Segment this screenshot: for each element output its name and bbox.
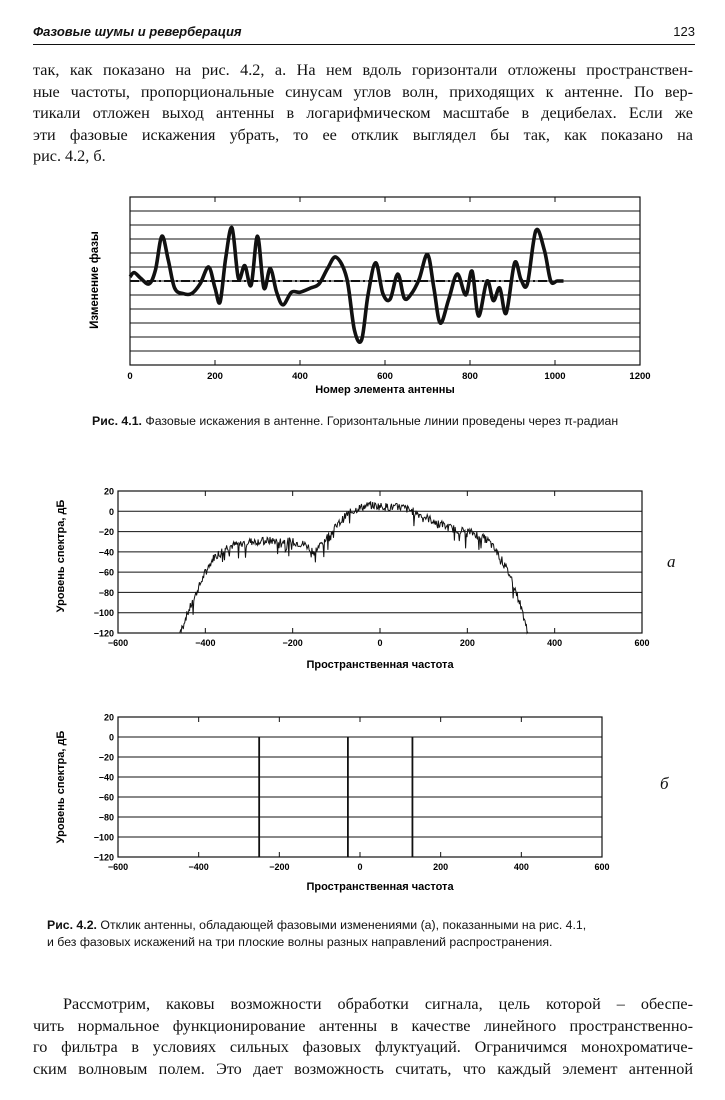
- intro-line: рис. 4.2, б.: [33, 147, 106, 166]
- running-header: [33, 22, 695, 45]
- y-tick-label: −40: [98, 772, 114, 783]
- fig42a-panel-label: а: [667, 552, 676, 571]
- y-tick-label: 0: [108, 732, 114, 743]
- x-tick-label: 0: [127, 371, 133, 382]
- y-tick-label: −100: [93, 832, 114, 843]
- outro-paragraph: [33, 994, 693, 1080]
- x-tick-label: 1000: [544, 371, 566, 382]
- intro-line: тикали отложен выход антенны в логарифмическом масштабе в децибелах. Если же: [33, 104, 693, 123]
- x-tick-label: 200: [459, 638, 475, 648]
- x-tick-label: 200: [433, 862, 449, 872]
- phase-series-line: [130, 227, 564, 342]
- y-tick-label: 20: [103, 486, 114, 497]
- fig41-caption-label: Рис. 4.1.: [92, 414, 142, 428]
- figure-4-2b: [50, 707, 670, 897]
- x-tick-label: −600: [107, 638, 129, 648]
- intro-line: так, как показано на рис. 4.2, а. На нем вдоль горизонтали отложены пространствен-: [33, 61, 693, 79]
- fig42-caption-line1: Отклик антенны, обладающей фазовыми изменениями (а), показанными на рис. 4.1,: [100, 918, 587, 932]
- spectrum-series-line: [179, 501, 528, 633]
- page-number: 123: [673, 24, 695, 39]
- outro-line: ским волновым полем. Это дает возможность считать, что каждый элемент антенной: [33, 1059, 693, 1078]
- header-title: Фазовые шумы и реверберация: [33, 24, 242, 39]
- x-tick-label: −600: [107, 862, 129, 872]
- y-tick-label: 20: [103, 712, 114, 723]
- x-tick-label: −400: [195, 638, 216, 648]
- figure-4-1: [80, 185, 670, 410]
- x-tick-label: −200: [269, 862, 290, 872]
- figure-4-2a: [50, 478, 670, 673]
- y-tick-label: −80: [98, 812, 114, 823]
- x-tick-label: 600: [634, 638, 650, 648]
- y-tick-label: −20: [98, 752, 114, 763]
- x-tick-label: −200: [282, 638, 303, 648]
- intro-line: эти фазовые искажения убрать, то ее отклик выглядел бы так, как показано на: [33, 125, 693, 144]
- fig42a-ylabel: Уровень спектра, дБ: [55, 499, 67, 613]
- fig42a-xlabel: Пространственная частота: [306, 659, 454, 671]
- y-tick-label: −120: [93, 852, 114, 863]
- y-tick-label: 0: [108, 506, 114, 517]
- x-tick-label: 400: [292, 371, 308, 382]
- fig41-caption-text: Фазовые искажения в антенне. Горизонтальные линии проведены через π-радиан: [145, 414, 619, 428]
- fig42b-panel-label: б: [660, 774, 669, 793]
- fig41-ylabel: Изменение фазы: [89, 231, 101, 329]
- outro-line: го фильтра в условиях сильных фазовых флуктуаций. Ограничимся монохроматиче-: [33, 1038, 693, 1057]
- x-tick-label: 0: [377, 638, 383, 648]
- intro-line: ные частоты, пропорциональные синусам углов волн, приходящих к антенне. По вер-: [33, 82, 693, 101]
- fig42b-xlabel: Пространственная частота: [306, 881, 454, 893]
- outro-line: чить нормальное функционирование антенны в качестве линейного пространственно-: [33, 1016, 693, 1035]
- x-tick-label: −400: [188, 862, 209, 872]
- y-tick-label: −20: [98, 527, 114, 538]
- x-tick-label: 600: [377, 371, 393, 382]
- intro-paragraph: [33, 60, 693, 168]
- y-tick-label: −60: [98, 792, 114, 803]
- x-tick-label: 600: [594, 862, 610, 872]
- plot-frame: [118, 491, 642, 633]
- y-tick-label: −100: [93, 608, 114, 619]
- x-tick-label: 800: [462, 371, 478, 382]
- y-tick-label: −80: [98, 587, 114, 598]
- fig41-caption: [92, 414, 618, 428]
- outro-line: Рассмотрим, каковы возможности обработки сигнала, цель которой – обеспе-: [63, 995, 693, 1013]
- y-tick-label: −60: [98, 567, 114, 578]
- x-tick-label: 400: [547, 638, 563, 648]
- x-tick-label: 200: [207, 371, 223, 382]
- fig42b-ylabel: Уровень спектра, дБ: [55, 730, 67, 844]
- fig42-caption-line2: и без фазовых искажений на три плоские волны разных направлений распространения.: [47, 935, 553, 949]
- y-tick-label: −40: [98, 547, 114, 558]
- fig42-caption-label: Рис. 4.2.: [47, 918, 97, 932]
- fig42-caption: [47, 917, 677, 951]
- plot-frame: [118, 717, 602, 857]
- x-tick-label: 1200: [629, 371, 651, 382]
- x-tick-label: 400: [513, 862, 529, 872]
- y-tick-label: −120: [93, 628, 114, 639]
- fig41-xlabel: Номер элемента антенны: [315, 384, 455, 396]
- x-tick-label: 0: [357, 862, 363, 872]
